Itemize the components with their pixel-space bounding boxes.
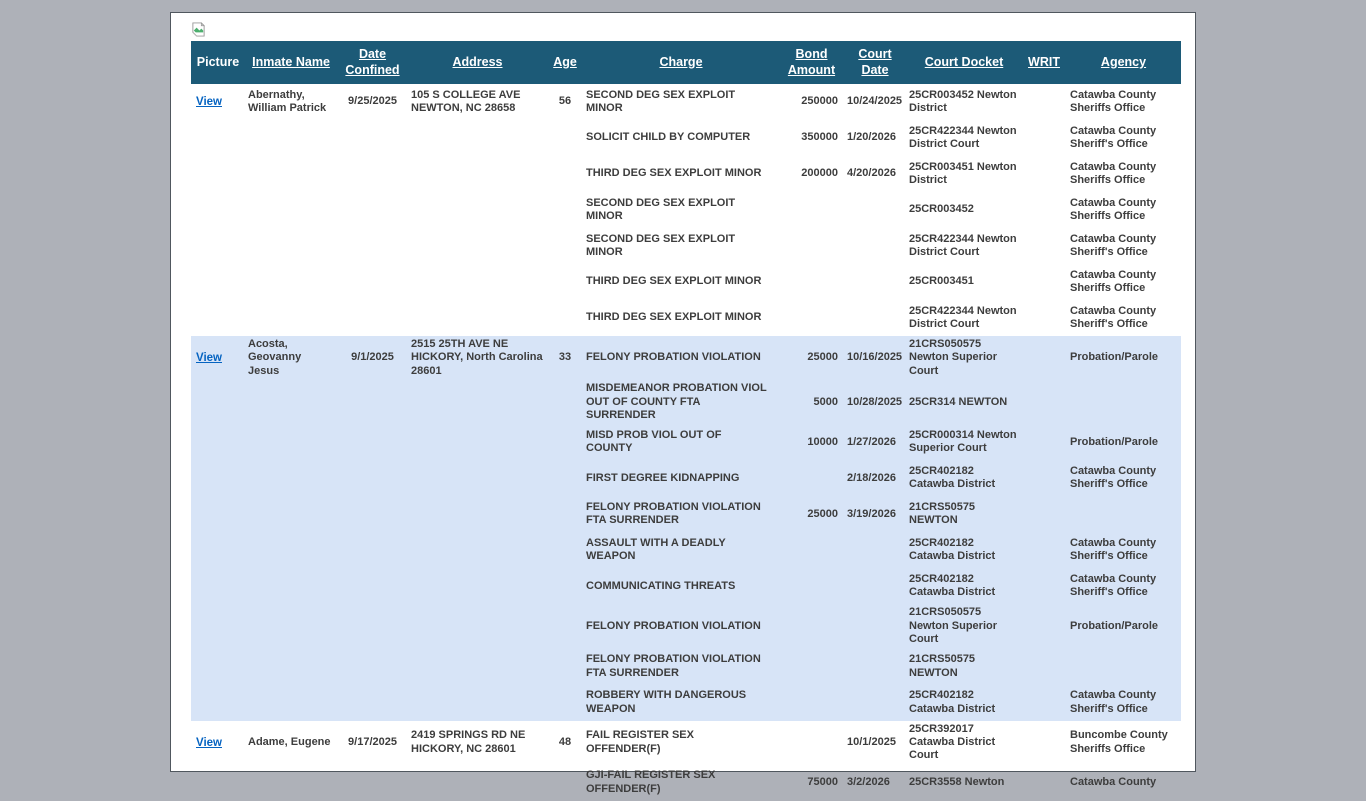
cell-charge: COMMUNICATING THREATS (583, 568, 779, 604)
sort-link-writ[interactable]: WRIT (1028, 54, 1060, 69)
cell-court-date: 4/20/2026 (847, 167, 896, 180)
cell-picture (191, 228, 245, 264)
cell-date-confined (337, 649, 408, 685)
cell-writ (1022, 765, 1066, 801)
cell-court-docket: 25CR003452 (909, 203, 974, 216)
cell-bond-amount: 250000 (801, 95, 838, 108)
cell-writ (1022, 685, 1066, 721)
cell-age (547, 649, 583, 685)
cell-court-docket: 25CR402182 Catawba District (906, 568, 1022, 604)
cell-court-docket: 21CRS050575 Newton Superior Court (906, 604, 1022, 648)
view-link[interactable]: View (196, 95, 222, 108)
cell-date-confined (337, 532, 408, 568)
cell-picture (191, 685, 245, 721)
cell-court-docket: 25CR422344 Newton District Court (909, 232, 1017, 258)
cell-charge: THIRD DEG SEX EXPLOIT MINOR (586, 275, 762, 288)
cell-court-date (844, 649, 906, 685)
cell-date-confined: 9/25/2025 (348, 95, 397, 108)
cell-age (547, 424, 583, 460)
table-row (191, 120, 1181, 156)
cell-address (408, 532, 547, 568)
cell-writ (1022, 264, 1066, 300)
column-header-inmate-name[interactable] (245, 41, 337, 84)
cell-writ (1022, 228, 1066, 264)
cell-picture (191, 424, 245, 460)
cell-writ (1022, 192, 1066, 228)
cell-charge: MISD PROB VIOL OUT OF COUNTY (583, 424, 779, 460)
cell-address: 2515 25TH AVE NE HICKORY, North Carolina 28601 (408, 336, 547, 380)
table-row (191, 604, 1181, 648)
cell-charge: FAIL REGISTER SEX OFFENDER(F) (586, 729, 694, 755)
cell-writ (1022, 156, 1066, 192)
cell-charge: FELONY PROBATION VIOLATION (583, 604, 779, 648)
cell-agency (1066, 649, 1181, 685)
cell-inmate-name (245, 300, 337, 336)
table-header-row (191, 41, 1181, 84)
cell-court-date: 3/2/2026 (847, 776, 890, 789)
cell-age (547, 496, 583, 532)
cell-court-date: 1/20/2026 (847, 131, 896, 144)
cell-agency: Catawba County Sheriffs Office (1070, 196, 1157, 222)
table-row (191, 685, 1181, 721)
cell-charge: FELONY PROBATION VIOLATION FTA SURRENDER (583, 496, 779, 532)
cell-court-date (844, 228, 906, 264)
cell-bond-amount (779, 300, 844, 336)
sort-link-address[interactable]: Address (452, 54, 503, 69)
cell-age (547, 685, 583, 721)
cell-charge: GJI-FAIL REGISTER SEX OFFENDER(F) (586, 769, 716, 795)
cell-court-date: 10/16/2025 (844, 336, 906, 380)
cell-inmate-name (245, 424, 337, 460)
cell-picture (191, 532, 245, 568)
cell-charge: ROBBERY WITH DANGEROUS WEAPON (583, 685, 779, 721)
cell-court-docket: 25CR000314 Newton Superior Court (906, 424, 1022, 460)
page (170, 12, 1196, 795)
cell-address: 2419 SPRINGS RD NE HICKORY, NC 28601 (411, 729, 526, 755)
cell-charge: FIRST DEGREE KIDNAPPING (583, 460, 779, 496)
cell-writ (1022, 300, 1066, 336)
sort-link-inmate-name[interactable]: Inmate Name (252, 54, 330, 69)
cell-writ (1022, 336, 1066, 380)
cell-age: 33 (547, 336, 583, 380)
cell-date-confined (337, 300, 408, 336)
cell-age (547, 300, 583, 336)
column-header-charge[interactable] (583, 41, 779, 84)
cell-bond-amount: 75000 (807, 776, 838, 789)
cell-inmate-name (245, 604, 337, 648)
cell-charge: SOLICIT CHILD BY COMPUTER (586, 131, 751, 144)
cell-date-confined (337, 496, 408, 532)
cell-court-date: 10/1/2025 (847, 736, 896, 749)
cell-charge: FELONY PROBATION VIOLATION (583, 336, 779, 380)
cell-picture (191, 649, 245, 685)
cell-date-confined (337, 460, 408, 496)
cell-picture (191, 460, 245, 496)
cell-inmate-name (245, 685, 337, 721)
sort-link-age[interactable]: Age (553, 54, 577, 69)
cell-picture (191, 300, 245, 336)
cell-charge: SECOND DEG SEX EXPLOIT MINOR (586, 88, 736, 114)
table-row (191, 336, 1181, 380)
cell-agency (1066, 496, 1181, 532)
cell-date-confined (337, 424, 408, 460)
column-header-age[interactable] (547, 41, 583, 84)
cell-agency: Catawba County Sheriffs Office (1070, 88, 1157, 114)
cell-inmate-name: Adame, Eugene (248, 736, 331, 749)
cell-date-confined (337, 264, 408, 300)
cell-inmate-name (245, 192, 337, 228)
cell-address (408, 424, 547, 460)
cell-address (408, 300, 547, 336)
cell-address (408, 568, 547, 604)
cell-age (547, 156, 583, 192)
cell-writ (1022, 532, 1066, 568)
cell-inmate-name: Abernathy, William Patrick (248, 88, 327, 114)
cell-bond-amount (779, 568, 844, 604)
cell-picture (191, 765, 245, 801)
cell-address (408, 264, 547, 300)
cell-inmate-name (245, 568, 337, 604)
cell-date-confined (337, 604, 408, 648)
cell-writ (1022, 649, 1066, 685)
cell-bond-amount: 200000 (801, 167, 838, 180)
cell-inmate-name (245, 120, 337, 156)
cell-court-date (844, 568, 906, 604)
cell-bond-amount (779, 685, 844, 721)
column-header-writ[interactable] (1022, 41, 1066, 84)
cell-court-date (844, 604, 906, 648)
cell-bond-amount (779, 721, 844, 765)
cell-court-date: 1/27/2026 (844, 424, 906, 460)
cell-writ (1022, 721, 1066, 765)
cell-address (408, 765, 547, 801)
cell-address (408, 604, 547, 648)
cell-writ (1022, 568, 1066, 604)
cell-court-date (844, 300, 906, 336)
cell-inmate-name (245, 532, 337, 568)
table-row (191, 84, 1181, 120)
cell-court-date: 3/19/2026 (844, 496, 906, 532)
cell-court-docket: 25CR422344 Newton District Court (909, 124, 1017, 150)
cell-picture (191, 604, 245, 648)
cell-agency: Catawba County (1070, 776, 1157, 789)
cell-bond-amount: 25000 (779, 496, 844, 532)
cell-inmate-name (245, 264, 337, 300)
cell-court-docket: 25CR392017 Catawba District Court (909, 722, 996, 762)
table-row (191, 380, 1181, 424)
cell-address (408, 460, 547, 496)
cell-agency: Catawba County Sheriffs Office (1070, 268, 1157, 294)
cell-address (408, 380, 547, 424)
cell-bond-amount: 10000 (779, 424, 844, 460)
cell-picture (191, 84, 245, 120)
cell-charge: FELONY PROBATION VIOLATION FTA SURRENDER (583, 649, 779, 685)
sort-link-court-date[interactable]: Court Date (858, 46, 892, 77)
cell-age: 56 (558, 95, 572, 108)
cell-writ (1022, 380, 1066, 424)
cell-bond-amount: 25000 (779, 336, 844, 380)
cell-age (547, 568, 583, 604)
cell-court-docket: 25CR422344 Newton District Court (909, 304, 1017, 330)
cell-charge: ASSAULT WITH A DEADLY WEAPON (583, 532, 779, 568)
cell-age (547, 264, 583, 300)
cell-inmate-name (245, 460, 337, 496)
cell-bond-amount (779, 604, 844, 648)
table-row (191, 424, 1181, 460)
cell-date-confined (337, 685, 408, 721)
cell-court-docket: 21CRS050575 Newton Superior Court (906, 336, 1022, 380)
cell-court-date: 10/28/2025 (844, 380, 906, 424)
cell-court-date (844, 264, 906, 300)
cell-court-docket: 25CR003451 Newton District (909, 160, 1017, 186)
cell-date-confined (337, 120, 408, 156)
cell-writ (1022, 604, 1066, 648)
cell-charge: THIRD DEG SEX EXPLOIT MINOR (586, 167, 762, 180)
broken-image-icon (191, 22, 206, 37)
cell-bond-amount (779, 264, 844, 300)
table-row (191, 649, 1181, 685)
cell-date-confined (337, 380, 408, 424)
table-row (191, 192, 1181, 228)
view-link[interactable]: View (196, 351, 222, 364)
cell-writ (1022, 120, 1066, 156)
column-header-court-docket[interactable] (906, 41, 1022, 84)
column-header-agency[interactable] (1066, 41, 1181, 84)
sort-link-court-docket[interactable]: Court Docket (924, 54, 1004, 69)
cell-court-docket: 25CR003452 Newton District (909, 88, 1017, 114)
cell-charge: SECOND DEG SEX EXPLOIT MINOR (586, 196, 736, 222)
cell-date-confined (337, 765, 408, 801)
cell-court-docket: 25CR314 NEWTON (906, 380, 1022, 424)
cell-address (408, 496, 547, 532)
table-row (191, 496, 1181, 532)
cell-writ (1022, 424, 1066, 460)
cell-address (408, 156, 547, 192)
cell-court-date: 2/18/2026 (844, 460, 906, 496)
cell-date-confined: 9/17/2025 (348, 736, 397, 749)
cell-court-date (844, 532, 906, 568)
cell-picture (191, 264, 245, 300)
cell-age (547, 228, 583, 264)
cell-charge: THIRD DEG SEX EXPLOIT MINOR (586, 311, 762, 324)
cell-writ (1022, 496, 1066, 532)
inmate-table (191, 41, 1181, 801)
cell-picture (191, 192, 245, 228)
cell-bond-amount (779, 649, 844, 685)
cell-agency: Catawba County Sheriff's Office (1070, 232, 1157, 258)
cell-charge: SECOND DEG SEX EXPLOIT MINOR (586, 232, 736, 258)
sort-link-date-confined[interactable]: Date Confined (345, 46, 400, 77)
cell-court-docket: 25CR003451 (909, 275, 974, 288)
cell-address (408, 120, 547, 156)
cell-court-docket: 25CR3558 Newton (909, 776, 1005, 789)
cell-agency: Probation/Parole (1066, 336, 1181, 380)
table-row (191, 532, 1181, 568)
cell-inmate-name (245, 156, 337, 192)
sort-link-charge[interactable]: Charge (659, 54, 703, 69)
cell-bond-amount (779, 460, 844, 496)
table-row (191, 228, 1181, 264)
cell-age (547, 765, 583, 801)
cell-agency (1066, 380, 1181, 424)
cell-date-confined (337, 568, 408, 604)
cell-address (408, 649, 547, 685)
view-link[interactable]: View (196, 736, 222, 749)
cell-picture (191, 380, 245, 424)
cell-picture (191, 496, 245, 532)
cell-age (547, 604, 583, 648)
cell-picture (191, 156, 245, 192)
cell-court-docket: 21CRS50575 NEWTON (906, 496, 1022, 532)
cell-court-date (844, 192, 906, 228)
cell-writ (1022, 84, 1066, 120)
cell-inmate-name (245, 765, 337, 801)
cell-picture (191, 336, 245, 380)
cell-agency: Buncombe County Sheriffs Office (1070, 729, 1168, 755)
table-row (191, 765, 1181, 801)
table-row (191, 264, 1181, 300)
cell-court-docket: 25CR402182 Catawba District (906, 532, 1022, 568)
cell-date-confined (337, 192, 408, 228)
cell-date-confined: 9/1/2025 (337, 336, 408, 380)
table-row (191, 300, 1181, 336)
cell-inmate-name: Acosta, Geovanny Jesus (245, 336, 337, 380)
cell-court-docket: 25CR402182 Catawba District (906, 460, 1022, 496)
column-header-date-confined[interactable] (337, 41, 408, 84)
cell-agency: Probation/Parole (1066, 604, 1181, 648)
cell-age: 48 (558, 736, 572, 749)
cell-bond-amount: 350000 (801, 131, 838, 144)
cell-agency: Catawba County Sheriff's Office (1066, 532, 1181, 568)
cell-inmate-name (245, 228, 337, 264)
sort-link-bond-amount[interactable]: Bond Amount (787, 46, 836, 77)
table-row (191, 460, 1181, 496)
cell-age (547, 460, 583, 496)
cell-picture (191, 721, 245, 765)
cell-address (408, 228, 547, 264)
cell-age (547, 192, 583, 228)
sort-link-agency[interactable]: Agency (1100, 54, 1147, 69)
cell-date-confined (337, 156, 408, 192)
cell-agency: Catawba County Sheriff's Office (1066, 460, 1181, 496)
cell-age (547, 120, 583, 156)
cell-court-date: 10/24/2025 (847, 95, 903, 108)
cell-agency: Catawba County Sheriff's Office (1070, 304, 1157, 330)
cell-writ (1022, 460, 1066, 496)
table-row (191, 156, 1181, 192)
column-header-bond-amount[interactable] (779, 41, 844, 84)
cell-agency: Catawba County Sheriff's Office (1066, 568, 1181, 604)
cell-agency: Probation/Parole (1066, 424, 1181, 460)
cell-court-docket: 25CR402182 Catawba District (906, 685, 1022, 721)
cell-picture (191, 568, 245, 604)
cell-picture (191, 120, 245, 156)
cell-court-docket: 21CRS50575 NEWTON (906, 649, 1022, 685)
cell-address (408, 685, 547, 721)
cell-agency: Catawba County Sheriff's Office (1070, 124, 1157, 150)
cell-bond-amount (779, 532, 844, 568)
cell-age (547, 532, 583, 568)
cell-agency: Catawba County Sheriff's Office (1066, 685, 1181, 721)
column-header-court-date[interactable] (844, 41, 906, 84)
cell-inmate-name (245, 649, 337, 685)
cell-age (547, 380, 583, 424)
table-row (191, 721, 1181, 765)
column-header-address[interactable] (408, 41, 547, 84)
table-row (191, 568, 1181, 604)
cell-bond-amount: 5000 (779, 380, 844, 424)
cell-agency: Catawba County Sheriffs Office (1070, 160, 1157, 186)
cell-address: 105 S COLLEGE AVE NEWTON, NC 28658 (411, 88, 521, 114)
cell-address (408, 192, 547, 228)
cell-bond-amount (779, 228, 844, 264)
cell-charge: MISDEMEANOR PROBATION VIOL OUT OF COUNTY FTA SURRENDER (583, 380, 779, 424)
cell-date-confined (337, 228, 408, 264)
cell-inmate-name (245, 496, 337, 532)
cell-court-date (844, 685, 906, 721)
column-header-picture: Picture (191, 41, 245, 84)
cell-bond-amount (779, 192, 844, 228)
cell-inmate-name (245, 380, 337, 424)
